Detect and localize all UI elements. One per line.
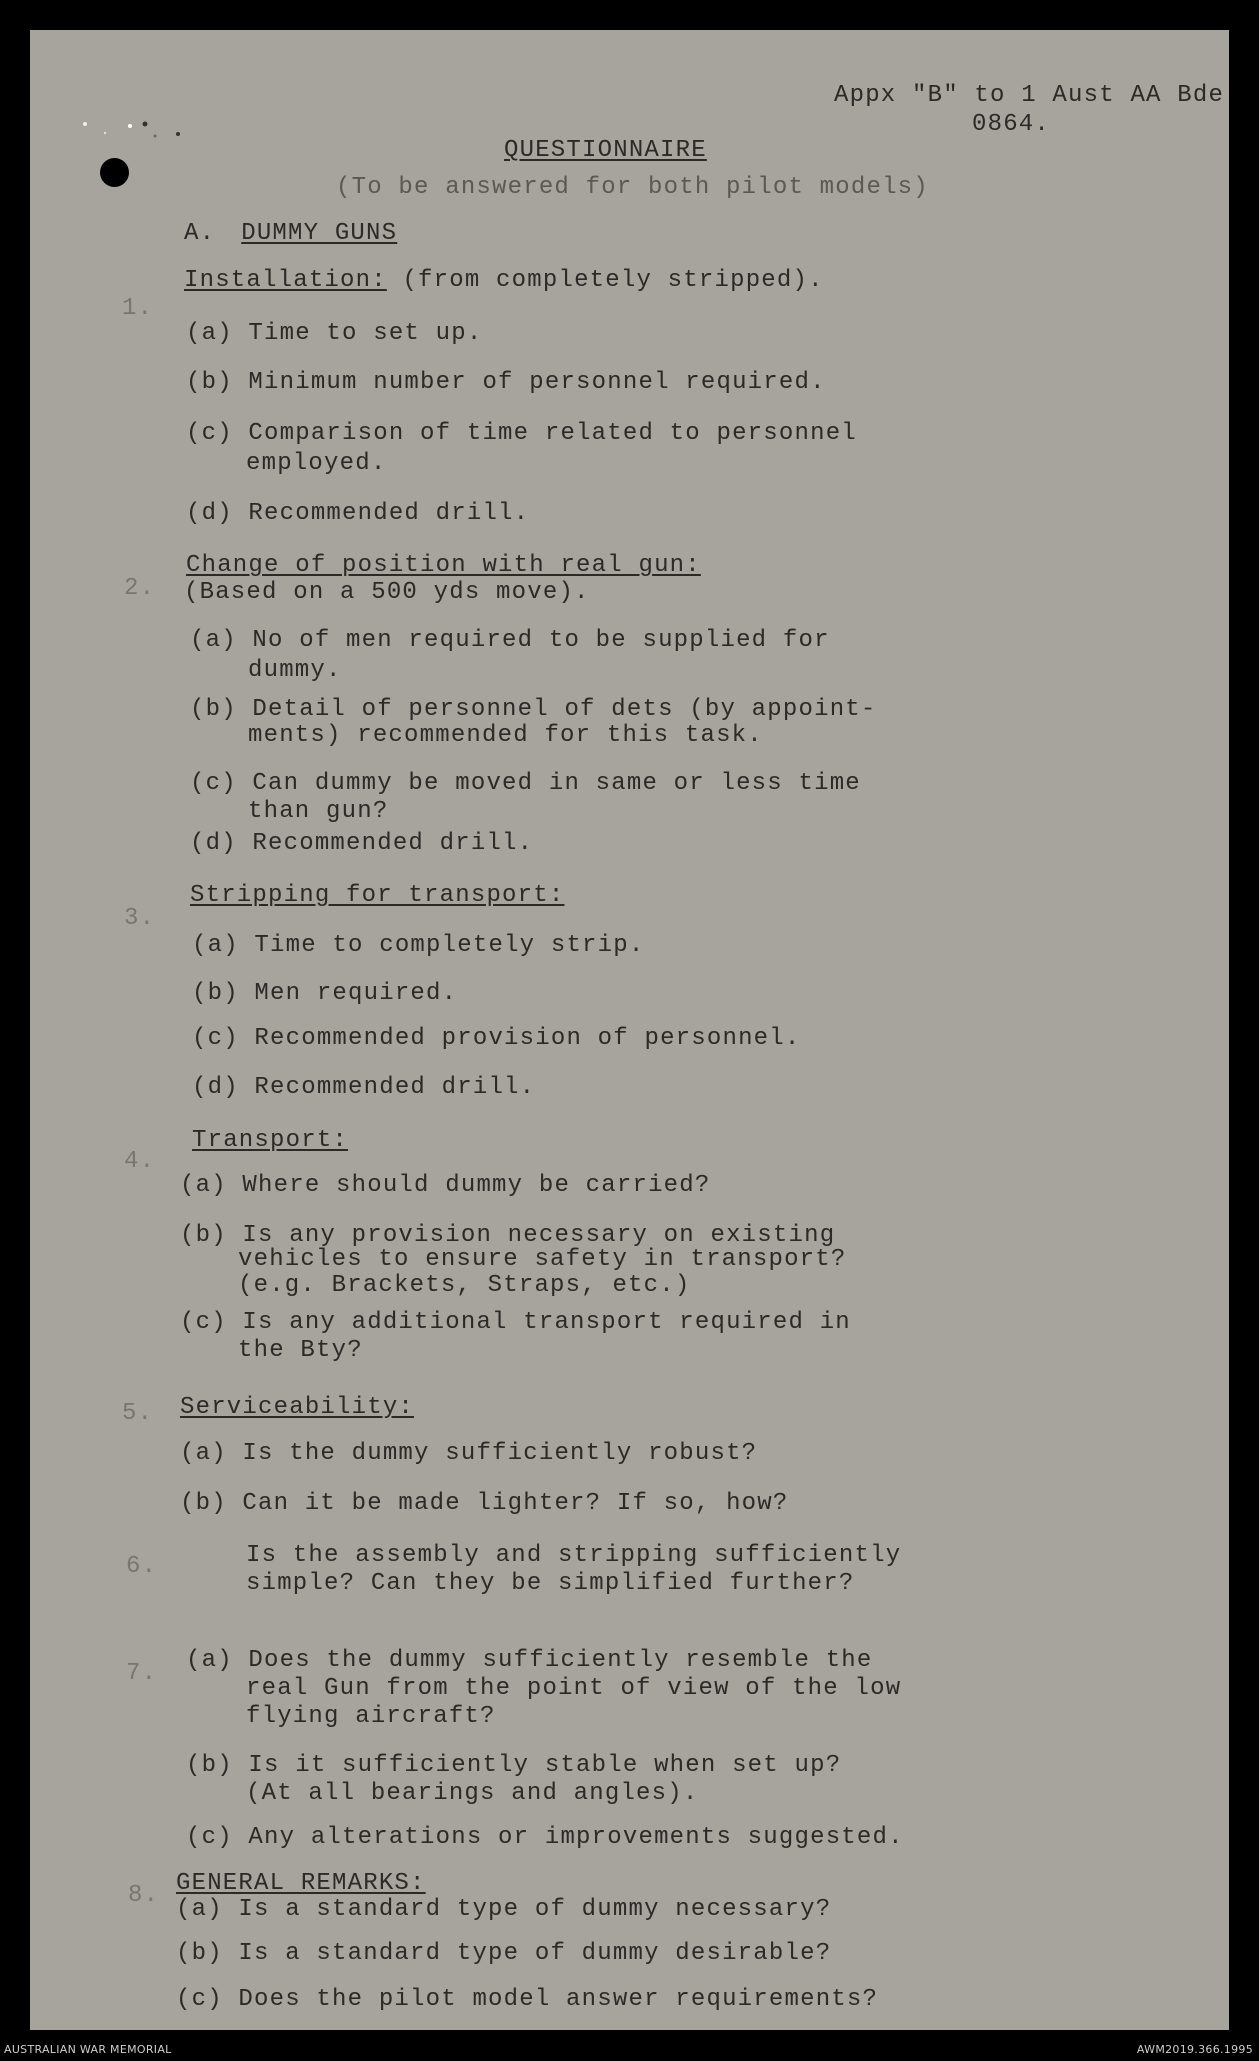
list-item: (b) Is it sufficiently stable when set up? [186, 1752, 842, 1779]
item-number: 7. [126, 1660, 158, 1687]
list-item: (d) Recommended drill. [192, 1074, 536, 1101]
list-item: (c) Does the pilot model answer requirements? [176, 1986, 879, 2010]
list-item-cont: (e.g. Brackets, Straps, etc.) [238, 1272, 691, 1299]
item-number: 5. [122, 1400, 154, 1427]
list-item: (b) Minimum number of personnel required. [186, 369, 826, 396]
list-item: (d) Recommended drill. [190, 830, 534, 857]
list-item-cont: employed. [246, 450, 387, 477]
item-heading: Serviceability: [180, 1394, 415, 1421]
footer-reference: AWM2019.366.1995 [1136, 2043, 1253, 2056]
item-number: 1. [122, 295, 154, 322]
item-number: 3. [124, 905, 156, 932]
document-number: 0864. [972, 111, 1051, 138]
list-item: (a) Does the dummy sufficiently resemble the [186, 1647, 873, 1674]
item-number: 2. [124, 575, 156, 602]
list-item-cont: than gun? [248, 798, 389, 825]
list-item: (b) Detail of personnel of dets (by appoint- [190, 696, 877, 723]
item-heading: Stripping for transport: [190, 882, 565, 909]
list-item: (b) Is a standard type of dummy desirable? [176, 1940, 832, 1967]
item-number: 6. [126, 1553, 158, 1580]
list-item: (c) Recommended provision of personnel. [192, 1025, 801, 1052]
list-item-cont: dummy. [248, 657, 342, 684]
list-item-cont: real Gun from the point of view of the low [246, 1675, 902, 1702]
appendix-reference: Appx "B" to 1 Aust AA Bde [834, 82, 1225, 109]
item-heading: Transport: [192, 1127, 349, 1154]
item-number: 8. [128, 1882, 160, 1909]
punch-hole [100, 158, 129, 187]
footer-source: AUSTRALIAN WAR MEMORIAL [4, 2043, 172, 2056]
list-item-cont: flying aircraft? [246, 1703, 496, 1730]
list-item-cont: the Bty? [238, 1337, 363, 1364]
list-item: (b) Is any provision necessary on existing [180, 1222, 836, 1249]
list-item: Is the assembly and stripping sufficiently [246, 1542, 902, 1569]
item-heading-note: (Based on a 500 yds move). [184, 579, 590, 606]
list-item: (b) Can it be made lighter? If so, how? [180, 1490, 789, 1517]
list-item: (c) Comparison of time related to personnel [186, 420, 857, 447]
section-heading: A. DUMMY GUNS [184, 220, 398, 247]
list-item-cont: ments) recommended for this task. [248, 722, 763, 749]
list-item: (d) Recommended drill. [186, 500, 530, 527]
list-item: (a) Is a standard type of dummy necessary? [176, 1896, 832, 1923]
list-item: (c) Can dummy be moved in same or less time [190, 770, 861, 797]
page-title: QUESTIONNAIRE [504, 137, 707, 164]
list-item: (c) Any alterations or improvements suggested. [186, 1824, 904, 1851]
list-item: (a) Where should dummy be carried? [180, 1172, 711, 1199]
page-subtitle: (To be answered for both pilot models) [336, 174, 929, 201]
list-item: (a) Time to set up. [186, 320, 483, 347]
list-item: (c) Is any additional transport required in [180, 1309, 851, 1336]
item-heading: Change of position with real gun: [186, 552, 701, 579]
list-item-cont: (At all bearings and angles). [246, 1780, 699, 1807]
list-item-cont: vehicles to ensure safety in transport? [238, 1246, 847, 1273]
list-item-cont: simple? Can they be simplified further? [246, 1570, 855, 1597]
list-item: (a) No of men required to be supplied for [190, 627, 830, 654]
paper-specks [75, 84, 195, 144]
list-item: (b) Men required. [192, 980, 458, 1007]
item-heading: Installation: (from completely stripped). [184, 267, 824, 294]
list-item: (a) Time to completely strip. [192, 932, 645, 959]
item-number: 4. [124, 1148, 156, 1175]
list-item: (a) Is the dummy sufficiently robust? [180, 1440, 758, 1467]
item-heading: GENERAL REMARKS: [176, 1870, 426, 1897]
